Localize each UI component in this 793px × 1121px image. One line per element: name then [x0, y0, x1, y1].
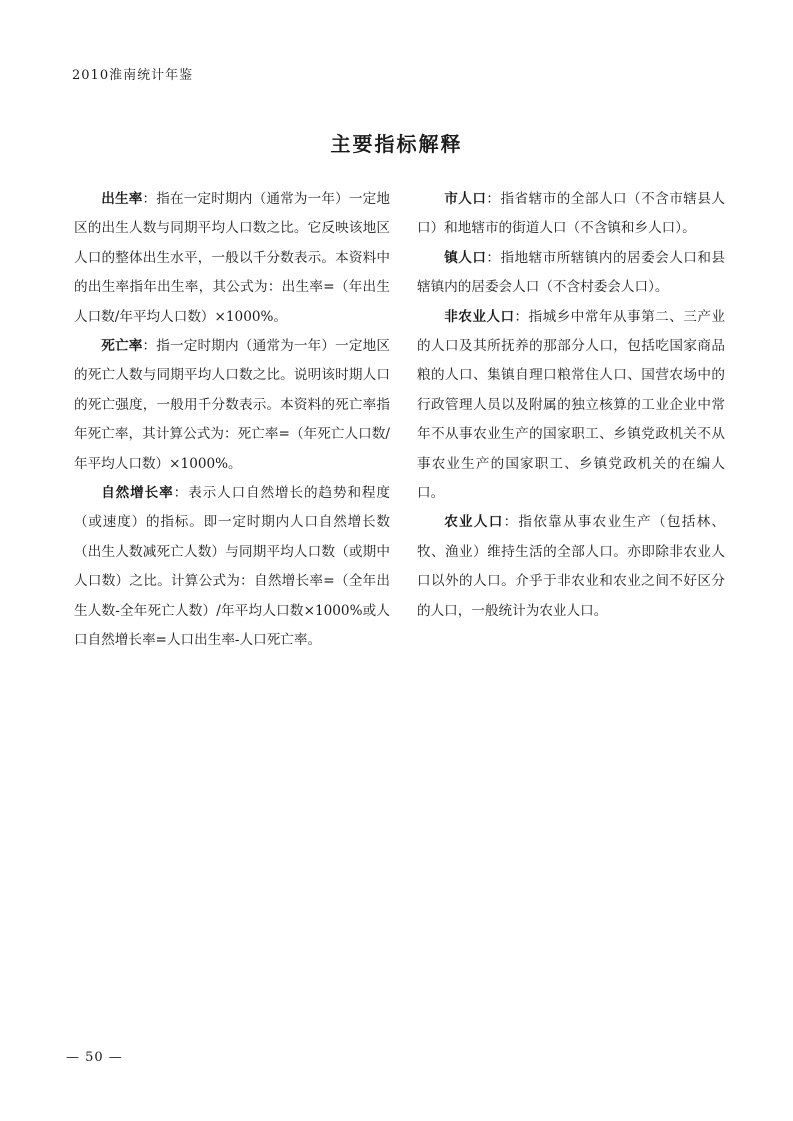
term-label: 镇人口: [444, 249, 487, 266]
definition-text: ：指一定时期内（通常为一年）一定地区的死亡人数与同期平均人口数之比。说明该时期人口的死亡强度，一般用千分数表示。本资料的死亡率指年死亡率，其计算公式为：死亡率=（年死亡人口数/年平均人口数）×1000%。: [74, 338, 391, 472]
definition-text: ：指省辖市的全部人口（不含市辖县人口）和地辖市的街道人口（不含镇和乡人口）。: [417, 191, 726, 237]
term-label: 市人口: [444, 191, 487, 207]
definition-text: ：指地辖市所辖镇内的居委会人口和县辖镇内的居委会人口（不含村委会人口）。: [417, 249, 726, 296]
page-title: 主要指标解释: [330, 132, 463, 156]
term-label: 自然增长率: [101, 485, 174, 502]
definition-non-agricultural-population: [417, 303, 725, 509]
term-label: 死亡率: [101, 338, 143, 355]
running-header: 2010淮南统计年鉴: [72, 68, 194, 83]
definition-natural-growth-rate: [74, 479, 390, 655]
definition-birth-rate: [74, 185, 390, 332]
definition-text: ：指城乡中常年从事第二、三产业的人口及其所抚养的那部分人口，包括吃国家商品粮的人口、集镇自理口粮常住人口、国营农场中的行政管理人员以及附属的独立核算的工业企业中常年不从事农业生产的国家职工、乡镇党政机关不从事农业生产的国家职工、乡镇党政机关的在编人口。: [417, 308, 726, 502]
definition-text: ：指依靠从事农业生产（包括林、牧、渔业）维持生活的全部人口。亦即除非农业人口以外的人口。介乎于非农业和农业之间不好区分的人口，一般统计为农业人口。: [417, 514, 726, 619]
term-label: 出生率: [101, 191, 143, 207]
definition-city-population: [417, 185, 725, 244]
definition-agricultural-population: [417, 508, 725, 626]
definition-town-population: [417, 244, 725, 303]
page-number: — 50 —: [66, 1050, 123, 1065]
right-column: [417, 185, 725, 626]
definition-death-rate: [74, 332, 390, 479]
term-label: 非农业人口: [444, 308, 515, 325]
definition-text: ：表示人口自然增长的趋势和程度（或速度）的指标。即一定时期内人口自然增长数（出生人数减死亡人数）与同期平均人口数（或期中人口数）之比。计算公式为：自然增长率=（全年出生人数-全年死亡人数）/年平均人口数×1000%或人口自然增长率=人口出生率-人口死亡率。: [74, 485, 391, 649]
definition-text: ：指在一定时期内（通常为一年）一定地区的出生人数与同期平均人口数之比。它反映该地区人口的整体出生水平，一般以千分数表示。本资料中的出生率指年出生率，其公式为：出生率=（年出生人口数/年平均人口数）×1000%。: [74, 191, 391, 325]
left-column: [74, 185, 390, 656]
term-label: 农业人口: [444, 514, 504, 531]
